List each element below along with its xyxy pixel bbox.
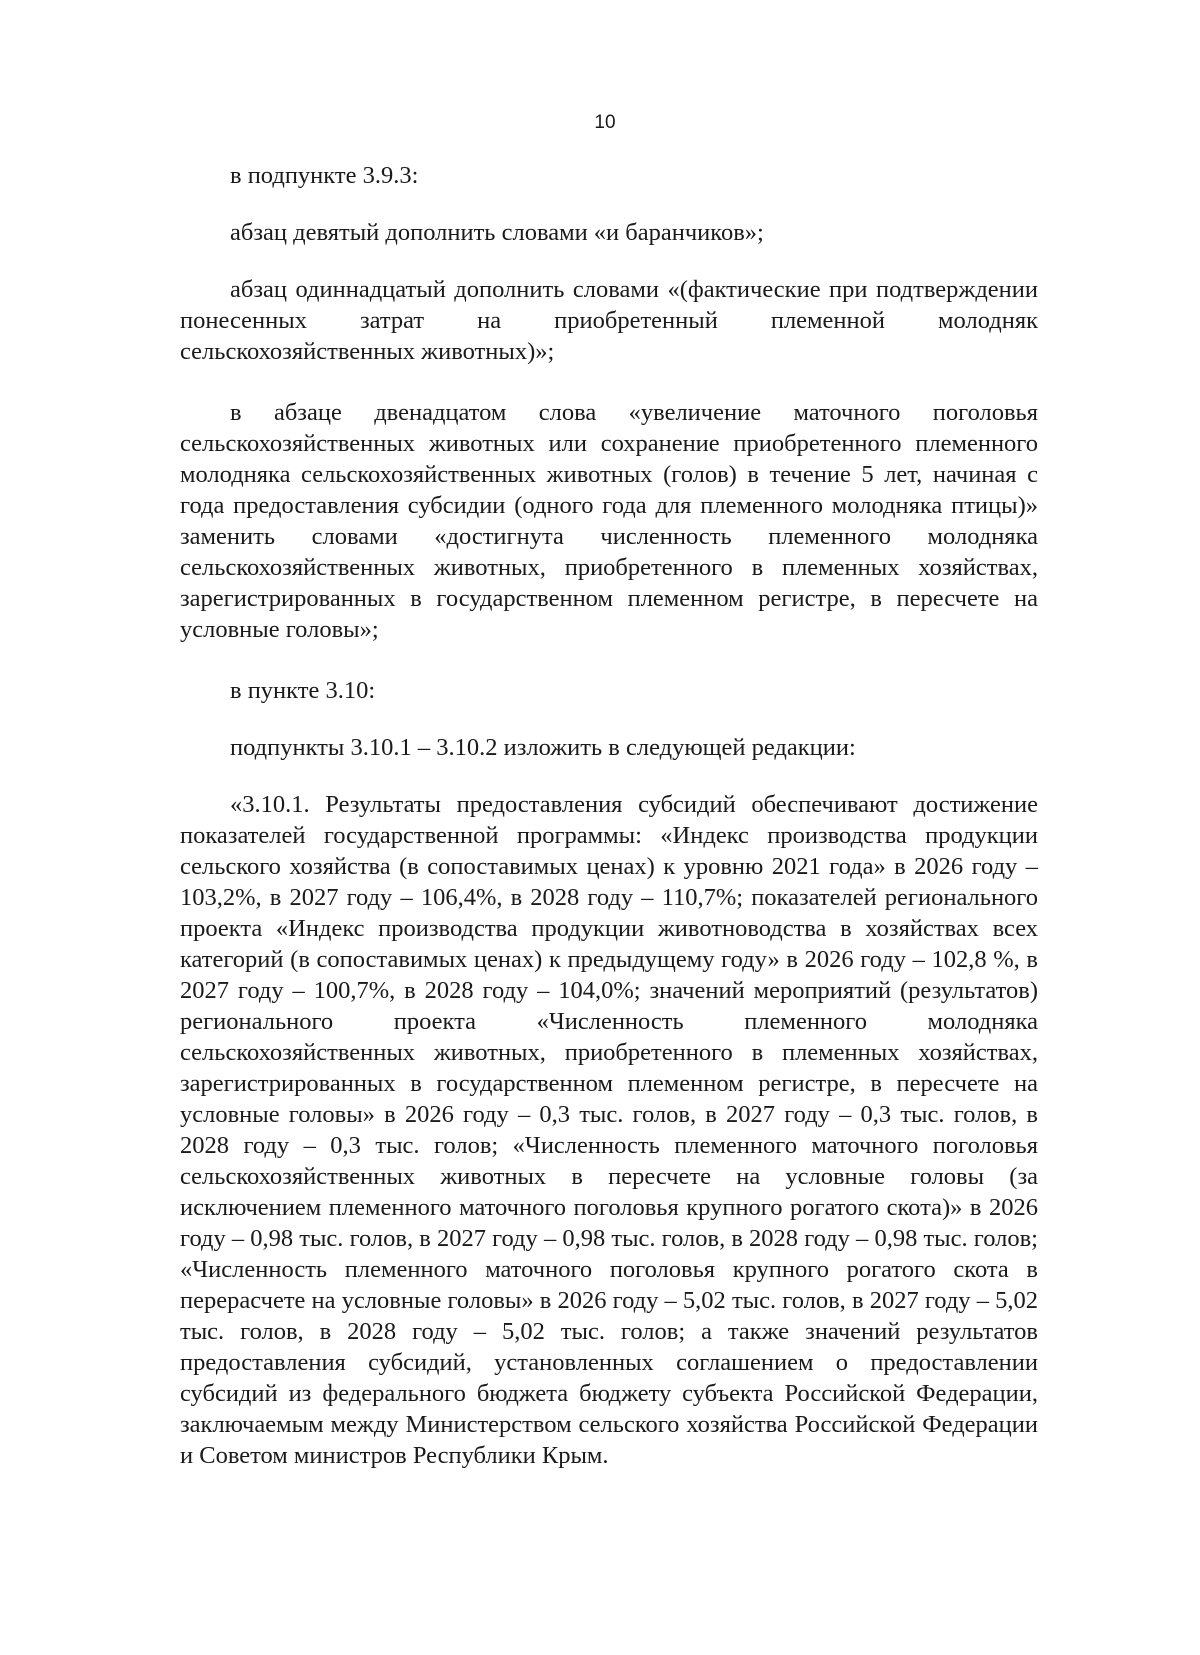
paragraph-subpoint-3-9-3: в подпункте 3.9.3:: [230, 162, 419, 189]
paragraph-3-10-1-text: «3.10.1. Результаты предоставления субсидий обеспечивают достижение показателей государственной программы: «Индекс производства продукции сельского хозяйства (в сопоставимых ценах) к уровню 2021 года» в 2026 году – 103,2%, в 2027 году – 106,4%, в 2028 году – 110,7%; показателей регионального проекта «Индекс производства продукции животноводства в хозяйствах всех категорий (в сопоставимых ценах) к предыдущему году» в 2026 году – 102,8 %, в 2027 году – 100,7%, в 2028 году – 104,0%; значений мероприятий (результатов) регионального проекта «Численность племенного молодняка сельскохозяйственных животных, приобретенного в племенных хозяйствах, зарегистрированных в государственном племенном регистре, в пересчете на условные головы» в 2026 году – 0,3 тыс. голов, в 2027 году – 0,3 тыс. голов, в 2028 году – 0,3 тыс. голов; «Численность племенного маточного поголовья сельскохозяйственных животных в пересчете на условные головы (за исключением племенного маточного поголовья крупного рогатого скота)» в 2026 году – 0,98 тыс. голов, в 2027 году – 0,98 тыс. голов, в 2028 году – 0,98 тыс. голов; «Численность племенного маточного поголовья крупного рогатого скота в перерасчете на условные головы» в 2026 году – 5,02 тыс. голов, в 2027 году – 5,02 тыс. голов, в 2028 году – 5,02 тыс. голов; а также значений результатов предоставления субсидий, установленных соглашением о предоставлении субсидий из федерального бюджета бюджету субъекта Российской Федерации, заключаемым между Министерством сельского хозяйства Российской Федерации и Советом министров Республики Крым.: [180, 791, 1038, 1469]
paragraph-twelfth-abzac: в абзаце двенадцатом слова «увеличение маточного поголовья сельскохозяйственных животных или сохранение приобретенного племенного молодняка сельскохозяйственных животных (голов) в течение 5 лет, начиная с года предоставления субсидии (одного года для племенного молодняка птицы)» заменить словами «достигнута численность племенного молодняка сельскохозяйственных животных, приобретенного в племенных хозяйствах, зарегистрированных в государственном племенном регистре, в пересчете на условные головы»;: [180, 399, 1038, 643]
paragraph-eleventh-abzac: абзац одиннадцатый дополнить словами «(фактические при подтверждении понесенных затрат на приобретенный племенной молодняк сельскохозяйственных животных)»;: [180, 276, 1038, 365]
paragraph-ninth-abzac: абзац девятый дополнить словами «и баранчиков»;: [230, 219, 764, 246]
page-number: 10: [594, 112, 616, 133]
document-body: [180, 160, 1038, 1471]
paragraph-subpoints-3-10-1-2: подпункты 3.10.1 – 3.10.2 изложить в следующей редакции:: [230, 734, 856, 761]
paragraph-point-3-10: в пункте 3.10:: [230, 677, 376, 704]
